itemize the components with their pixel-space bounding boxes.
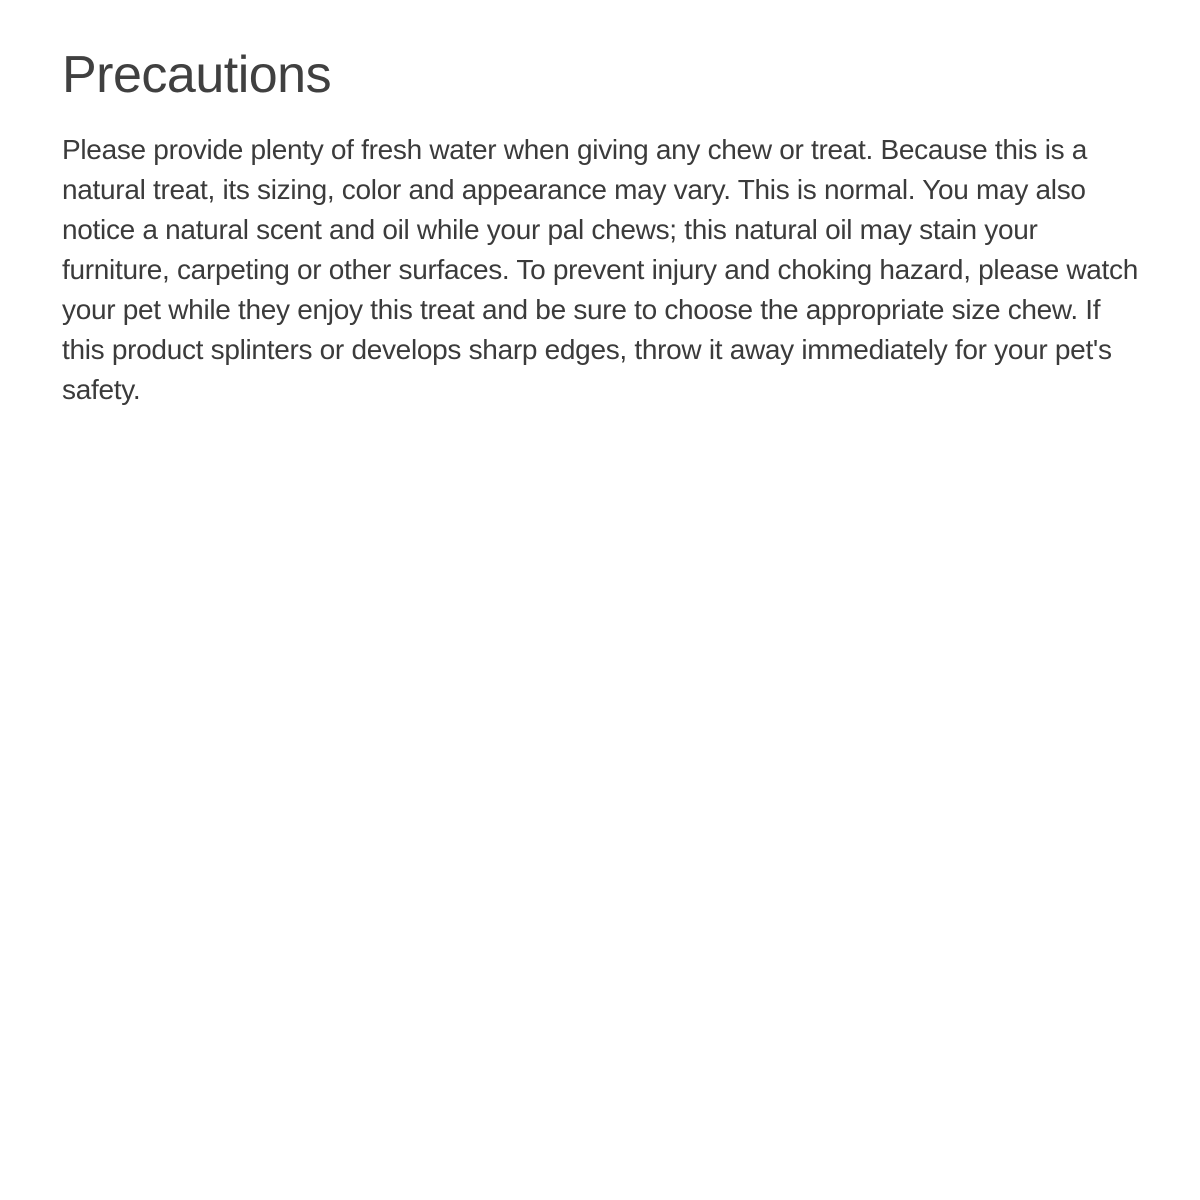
section-title: Precautions [62,46,332,104]
precautions-text: Please provide plenty of fresh water when giving any chew or treat. Because this is a natural treat, its sizing, color and appearance may vary. This is normal. You may also notice a natural scent and oil while your pal chews; this natural oil may stain your furniture, carpeting or other surfaces. To prevent injury and choking hazard, please watch your pet while they enjoy this treat and be sure to choose the appropriate size chew. If this product splinters or develops sharp edges, throw it away immediately for your pet's safety. [62,134,1138,406]
